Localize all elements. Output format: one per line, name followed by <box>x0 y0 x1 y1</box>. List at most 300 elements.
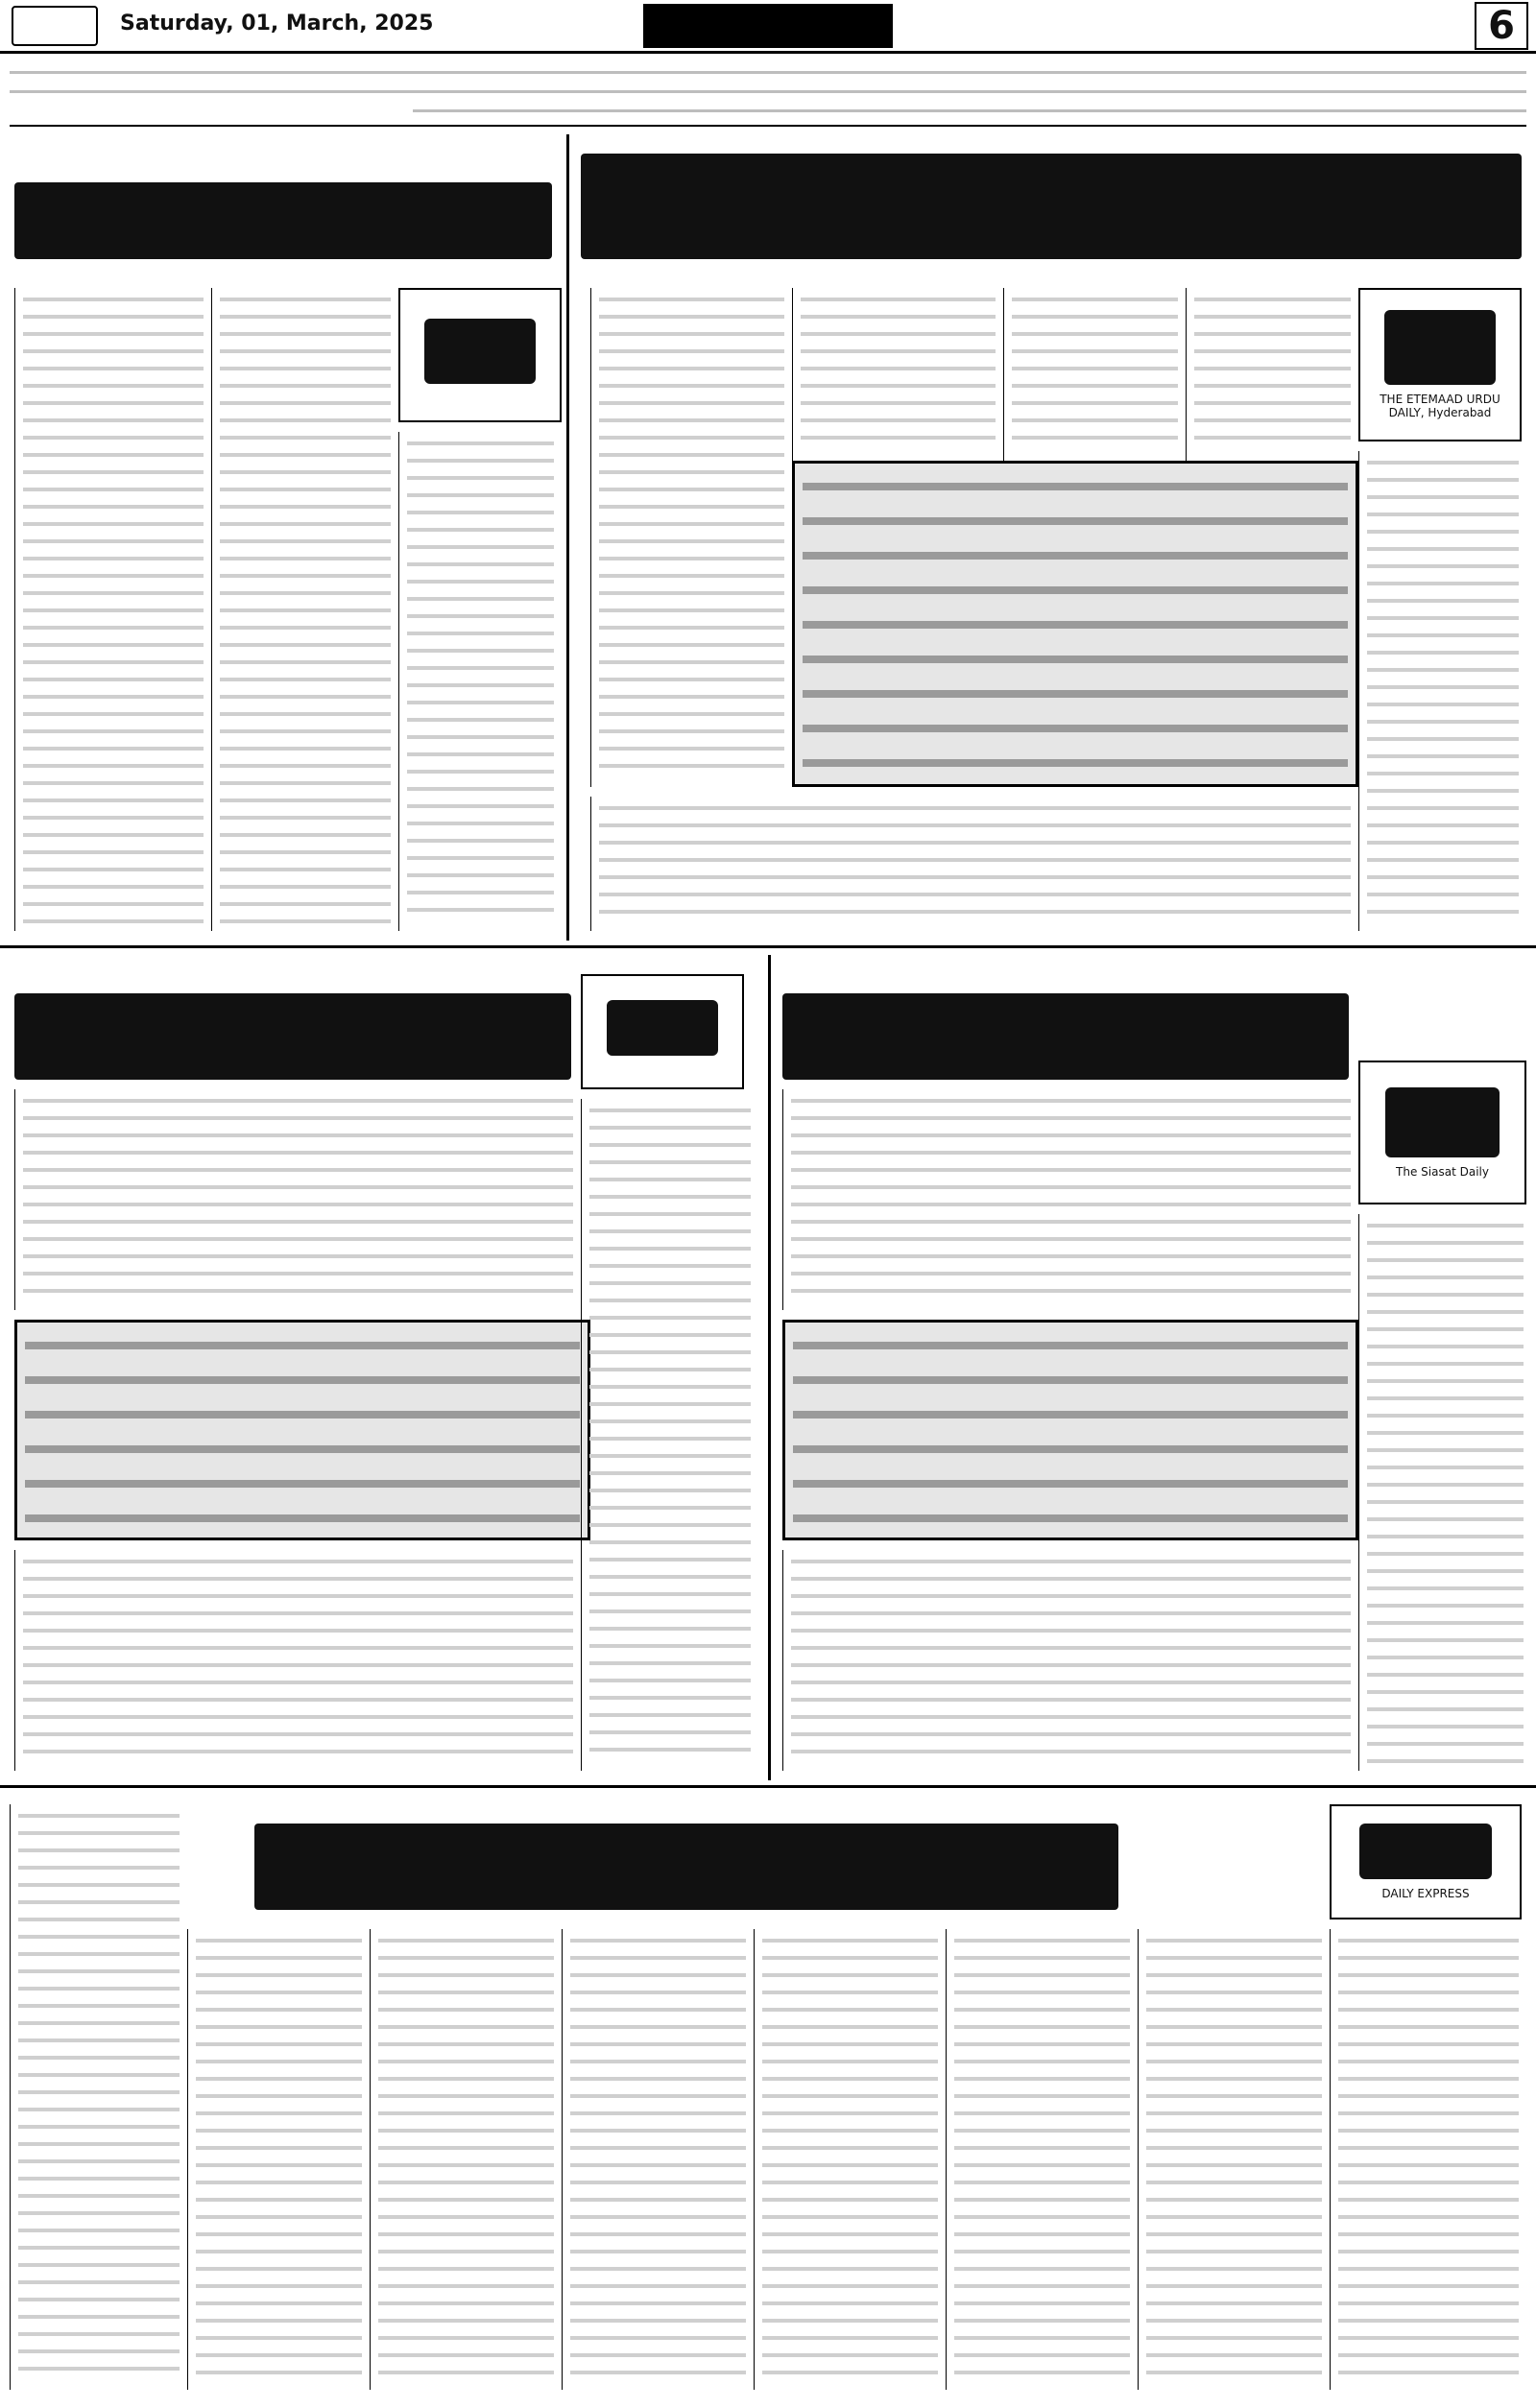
text-line-placeholder <box>589 1212 751 1216</box>
text-line-placeholder <box>762 2198 938 2202</box>
text-line-placeholder <box>599 539 784 543</box>
text-line-placeholder <box>954 2336 1130 2340</box>
text-line-placeholder <box>18 2056 180 2060</box>
text-line-placeholder <box>1146 2111 1322 2115</box>
text-line-placeholder <box>599 418 784 422</box>
text-line-placeholder <box>196 1991 362 1994</box>
text-line-placeholder <box>1012 401 1178 405</box>
text-line-placeholder <box>1367 1414 1524 1418</box>
text-line-placeholder <box>378 2198 554 2202</box>
text-line-placeholder <box>762 2215 938 2219</box>
text-line-placeholder <box>762 1956 938 1960</box>
text-line-placeholder <box>570 2198 746 2202</box>
text-line-placeholder <box>801 436 996 440</box>
text-column <box>1358 1214 1531 1771</box>
text-line-placeholder <box>18 1952 180 1956</box>
text-line-placeholder <box>220 384 391 388</box>
text-line-placeholder <box>791 1732 1351 1736</box>
text-line-placeholder <box>1338 2319 1519 2323</box>
text-line-placeholder <box>599 488 784 491</box>
text-line-placeholder <box>23 418 204 422</box>
text-line-placeholder <box>23 747 204 751</box>
text-line-placeholder <box>599 858 1351 862</box>
text-line-placeholder <box>220 868 391 871</box>
text-line-placeholder <box>791 1289 1351 1293</box>
jang-logo-icon <box>424 319 536 384</box>
text-line-placeholder <box>407 562 554 566</box>
text-line-placeholder <box>570 2232 746 2236</box>
text-line-placeholder <box>1338 2094 1519 2098</box>
text-line-placeholder <box>599 332 784 336</box>
text-line-placeholder <box>18 1969 180 1973</box>
text-line-placeholder <box>378 1991 554 1994</box>
text-line-placeholder <box>589 1437 751 1441</box>
text-line-placeholder <box>220 747 391 751</box>
text-line-placeholder <box>1338 2077 1519 2081</box>
text-line-placeholder <box>23 539 204 543</box>
text-line-placeholder <box>220 608 391 612</box>
text-line-placeholder <box>220 574 391 578</box>
text-line-placeholder <box>1367 1310 1524 1314</box>
text-line-placeholder <box>589 1540 751 1544</box>
text-line-placeholder <box>570 2336 746 2340</box>
text-line-placeholder <box>23 1646 573 1650</box>
text-line-placeholder <box>599 574 784 578</box>
text-line-placeholder <box>762 2060 938 2063</box>
text-line-placeholder <box>18 2229 180 2232</box>
text-line-placeholder <box>23 332 204 336</box>
text-line-placeholder <box>570 1991 746 1994</box>
text-line-placeholder <box>954 1939 1130 1943</box>
text-line-placeholder <box>570 2111 746 2115</box>
text-line-placeholder <box>1338 1973 1519 1977</box>
headline-5 <box>254 1824 1118 1910</box>
quote-line-placeholder <box>803 586 1348 594</box>
text-line-placeholder <box>196 2163 362 2167</box>
text-line-placeholder <box>18 2021 180 2025</box>
text-line-placeholder <box>378 2181 554 2184</box>
text-line-placeholder <box>1367 1345 1524 1348</box>
quote-line-placeholder <box>803 552 1348 560</box>
text-line-placeholder <box>1146 2319 1322 2323</box>
text-line-placeholder <box>954 2163 1130 2167</box>
source-logo-5 <box>1330 1804 1522 1919</box>
text-line-placeholder <box>1367 1742 1524 1746</box>
text-line-placeholder <box>791 1681 1351 1684</box>
text-line-placeholder <box>1338 1991 1519 1994</box>
text-line-placeholder <box>954 2181 1130 2184</box>
text-line-placeholder <box>589 1627 751 1631</box>
text-line-placeholder <box>1367 1673 1524 1677</box>
text-line-placeholder <box>220 557 391 560</box>
text-line-placeholder <box>589 1229 751 1233</box>
text-line-placeholder <box>791 1220 1351 1224</box>
text-line-placeholder <box>23 729 204 733</box>
text-line-placeholder <box>1367 651 1519 655</box>
text-line-placeholder <box>589 1264 751 1268</box>
text-line-placeholder <box>23 1133 573 1137</box>
text-line-placeholder <box>570 2181 746 2184</box>
text-line-placeholder <box>23 349 204 353</box>
headline-1 <box>581 154 1522 259</box>
text-line-placeholder <box>1146 2267 1322 2271</box>
text-line-placeholder <box>1367 1535 1524 1538</box>
text-line-placeholder <box>196 2215 362 2219</box>
text-line-placeholder <box>589 1195 751 1199</box>
text-line-placeholder <box>23 1594 573 1598</box>
text-line-placeholder <box>378 2250 554 2253</box>
column-divider <box>566 134 569 941</box>
text-line-placeholder <box>1146 2215 1322 2219</box>
text-line-placeholder <box>1367 772 1519 775</box>
text-line-placeholder <box>220 764 391 768</box>
quote-line-placeholder <box>793 1376 1348 1384</box>
text-line-placeholder <box>599 643 784 647</box>
text-line-placeholder <box>1338 2353 1519 2357</box>
text-line-placeholder <box>378 2163 554 2167</box>
text-line-placeholder <box>1367 1552 1524 1556</box>
text-line-placeholder <box>1367 1448 1524 1452</box>
text-line-placeholder <box>1367 1362 1524 1366</box>
quote-line-placeholder <box>803 517 1348 525</box>
text-line-placeholder <box>954 2301 1130 2305</box>
text-line-placeholder <box>407 856 554 860</box>
text-line-placeholder <box>220 539 391 543</box>
text-column <box>14 1089 581 1310</box>
text-line-placeholder <box>762 2284 938 2288</box>
text-line-placeholder <box>954 2077 1130 2081</box>
text-line-placeholder <box>589 1178 751 1181</box>
text-line-placeholder <box>954 2371 1130 2374</box>
text-line-placeholder <box>762 1973 938 1977</box>
text-line-placeholder <box>18 2367 180 2371</box>
text-line-placeholder <box>589 1523 751 1527</box>
text-line-placeholder <box>791 1646 1351 1650</box>
text-line-placeholder <box>1146 2042 1322 2046</box>
text-line-placeholder <box>589 1506 751 1510</box>
quote-line-placeholder <box>25 1411 580 1419</box>
text-line-placeholder <box>1338 2060 1519 2063</box>
section-tag <box>643 4 893 48</box>
text-line-placeholder <box>18 2177 180 2181</box>
quote-line-placeholder <box>803 656 1348 663</box>
text-line-placeholder <box>220 781 391 785</box>
text-line-placeholder <box>1367 1327 1524 1331</box>
text-line-placeholder <box>954 1991 1130 1994</box>
pull-quote-3 <box>782 1320 1358 1540</box>
text-line-placeholder <box>1146 2284 1322 2288</box>
text-line-placeholder <box>1146 2181 1322 2184</box>
text-line-placeholder <box>220 919 391 923</box>
etemaad-logo-icon <box>1384 310 1496 385</box>
text-line-placeholder <box>1367 893 1519 896</box>
text-line-placeholder <box>1146 1939 1322 1943</box>
text-line-placeholder <box>762 2008 938 2012</box>
text-line-placeholder <box>378 2008 554 2012</box>
text-line-placeholder <box>589 1281 751 1285</box>
text-line-placeholder <box>220 695 391 699</box>
text-line-placeholder <box>407 822 554 825</box>
text-line-placeholder <box>18 2194 180 2198</box>
text-line-placeholder <box>1194 332 1351 336</box>
editorial-block-1 <box>571 134 1531 941</box>
text-line-placeholder <box>1367 1569 1524 1573</box>
text-line-placeholder <box>1194 418 1351 422</box>
text-line-placeholder <box>1338 2129 1519 2133</box>
text-line-placeholder <box>762 2042 938 2046</box>
text-line-placeholder <box>570 2163 746 2167</box>
text-line-placeholder <box>18 2280 180 2284</box>
text-line-placeholder <box>1194 401 1351 405</box>
text-line-placeholder <box>1367 1500 1524 1504</box>
text-line-placeholder <box>1146 2008 1322 2012</box>
pull-quote-1 <box>792 461 1358 787</box>
text-column <box>1186 288 1358 461</box>
text-line-placeholder <box>407 666 554 670</box>
text-line-placeholder <box>599 823 1351 827</box>
quote-line-placeholder <box>25 1514 580 1522</box>
text-line-placeholder <box>1367 530 1519 534</box>
text-line-placeholder <box>196 2301 362 2305</box>
text-column <box>211 288 398 931</box>
quote-line-placeholder <box>793 1445 1348 1453</box>
text-line-placeholder <box>570 2319 746 2323</box>
text-line-placeholder <box>1367 754 1519 758</box>
text-line-placeholder <box>18 1831 180 1835</box>
text-line-placeholder <box>791 1203 1351 1206</box>
text-line-placeholder <box>220 470 391 474</box>
text-line-placeholder <box>1146 2025 1322 2029</box>
text-line-placeholder <box>23 1272 573 1276</box>
text-line-placeholder <box>1012 315 1178 319</box>
text-line-placeholder <box>762 2146 938 2150</box>
text-line-placeholder <box>954 2060 1130 2063</box>
text-line-placeholder <box>589 1109 751 1112</box>
text-column <box>370 1929 562 2390</box>
text-line-placeholder <box>1338 2042 1519 2046</box>
text-line-placeholder <box>196 1956 362 1960</box>
text-line-placeholder <box>589 1471 751 1475</box>
text-line-placeholder <box>762 2111 938 2115</box>
text-line-placeholder <box>23 367 204 370</box>
text-line-placeholder <box>1194 315 1351 319</box>
text-line-placeholder <box>599 626 784 630</box>
text-line-placeholder <box>1367 1517 1524 1521</box>
text-line-placeholder <box>220 298 391 301</box>
text-line-placeholder <box>1146 2146 1322 2150</box>
text-line-placeholder <box>23 557 204 560</box>
text-line-placeholder <box>23 799 204 802</box>
text-line-placeholder <box>23 1629 573 1633</box>
text-line-placeholder <box>1146 2129 1322 2133</box>
text-line-placeholder <box>378 2371 554 2374</box>
text-line-placeholder <box>1338 2025 1519 2029</box>
siasat-logo-icon <box>1385 1087 1500 1157</box>
text-line-placeholder <box>1367 461 1519 465</box>
text-line-placeholder <box>23 591 204 595</box>
text-line-placeholder <box>378 1939 554 1943</box>
source-sub-label-1: THE ETEMAAD URDU DAILY, Hyderabad <box>1380 393 1500 419</box>
text-line-placeholder <box>407 476 554 480</box>
text-line-placeholder <box>407 787 554 791</box>
text-line-placeholder <box>220 436 391 440</box>
text-line-placeholder <box>599 557 784 560</box>
headline-4 <box>14 993 571 1080</box>
source-sub-label-5: DAILY EXPRESS <box>1381 1887 1470 1900</box>
text-line-placeholder <box>23 1099 573 1103</box>
text-column <box>590 797 1358 931</box>
text-line-placeholder <box>762 2094 938 2098</box>
text-line-placeholder <box>18 1866 180 1870</box>
text-line-placeholder <box>791 1611 1351 1615</box>
text-line-placeholder <box>23 868 204 871</box>
text-line-placeholder <box>1367 1621 1524 1625</box>
text-line-placeholder <box>1146 1991 1322 1994</box>
text-line-placeholder <box>23 1715 573 1719</box>
text-line-placeholder <box>378 2111 554 2115</box>
editorial-block-2 <box>5 134 562 941</box>
text-line-placeholder <box>1367 616 1519 620</box>
text-line-placeholder <box>23 919 204 923</box>
text-line-placeholder <box>762 2077 938 2081</box>
text-line-placeholder <box>220 505 391 509</box>
text-column <box>187 1929 370 2390</box>
text-line-placeholder <box>378 2094 554 2098</box>
text-line-placeholder <box>23 626 204 630</box>
text-line-placeholder <box>196 1973 362 1977</box>
text-line-placeholder <box>570 2284 746 2288</box>
text-line-placeholder <box>407 528 554 532</box>
text-line-placeholder <box>1338 2267 1519 2271</box>
text-line-placeholder <box>220 453 391 457</box>
text-line-placeholder <box>1367 1483 1524 1487</box>
text-line-placeholder <box>18 2298 180 2301</box>
mashriq-logo-icon <box>607 1000 718 1056</box>
text-line-placeholder <box>407 632 554 635</box>
text-line-placeholder <box>589 1575 751 1579</box>
text-line-placeholder <box>196 2198 362 2202</box>
text-line-placeholder <box>18 1900 180 1904</box>
text-line-placeholder <box>220 349 391 353</box>
text-line-placeholder <box>23 678 204 681</box>
quote-line-placeholder <box>793 1342 1348 1349</box>
text-line-placeholder <box>407 441 554 445</box>
text-line-placeholder <box>589 1350 751 1354</box>
text-line-placeholder <box>954 2198 1130 2202</box>
text-line-placeholder <box>18 2315 180 2319</box>
text-line-placeholder <box>570 2042 746 2046</box>
text-line-placeholder <box>791 1698 1351 1702</box>
text-line-placeholder <box>23 816 204 820</box>
text-line-placeholder <box>1146 2250 1322 2253</box>
quote-line-placeholder <box>25 1480 580 1488</box>
text-line-placeholder <box>589 1679 751 1682</box>
text-line-placeholder <box>407 770 554 774</box>
text-line-placeholder <box>954 2111 1130 2115</box>
text-line-placeholder <box>23 764 204 768</box>
text-line-placeholder <box>589 1126 751 1130</box>
text-line-placeholder <box>791 1099 1351 1103</box>
text-line-placeholder <box>570 2371 746 2374</box>
text-line-placeholder <box>23 1577 573 1581</box>
text-line-placeholder <box>23 453 204 457</box>
text-line-placeholder <box>18 2108 180 2111</box>
text-line-placeholder <box>1367 599 1519 603</box>
text-line-placeholder <box>954 2284 1130 2288</box>
text-line-placeholder <box>1338 2301 1519 2305</box>
column-divider <box>768 955 771 1780</box>
text-line-placeholder <box>791 1629 1351 1633</box>
text-line-placeholder <box>570 1939 746 1943</box>
text-line-placeholder <box>23 1663 573 1667</box>
text-line-placeholder <box>18 2125 180 2129</box>
text-line-placeholder <box>1146 1956 1322 1960</box>
text-line-placeholder <box>1367 910 1519 914</box>
text-line-placeholder <box>954 2267 1130 2271</box>
text-line-placeholder <box>18 2073 180 2077</box>
text-line-placeholder <box>762 2319 938 2323</box>
text-line-placeholder <box>23 1151 573 1155</box>
quote-line-placeholder <box>803 759 1348 767</box>
text-line-placeholder <box>570 2301 746 2305</box>
text-line-placeholder <box>1367 1466 1524 1469</box>
text-line-placeholder <box>762 2250 938 2253</box>
text-line-placeholder <box>220 367 391 370</box>
text-line-placeholder <box>378 2284 554 2288</box>
text-line-placeholder <box>570 2215 746 2219</box>
source-sub-label-3: The Siasat Daily <box>1396 1164 1489 1179</box>
text-line-placeholder <box>1194 384 1351 388</box>
text-line-placeholder <box>1012 367 1178 370</box>
text-line-placeholder <box>599 315 784 319</box>
text-line-placeholder <box>23 1611 573 1615</box>
text-line-placeholder <box>1146 2198 1322 2202</box>
page-number: 6 <box>1475 2 1528 50</box>
text-line-placeholder <box>18 1918 180 1921</box>
text-line-placeholder <box>1367 858 1519 862</box>
text-line-placeholder <box>1146 2060 1322 2063</box>
section-divider <box>0 945 1536 948</box>
text-line-placeholder <box>599 608 784 612</box>
text-line-placeholder <box>23 522 204 526</box>
text-line-placeholder <box>954 1973 1130 1977</box>
text-line-placeholder <box>1367 789 1519 793</box>
text-line-placeholder <box>801 298 996 301</box>
text-line-placeholder <box>1367 685 1519 689</box>
text-line-placeholder <box>23 695 204 699</box>
text-line-placeholder <box>1367 1759 1524 1763</box>
text-line-placeholder <box>1338 2371 1519 2374</box>
text-line-placeholder <box>378 2060 554 2063</box>
text-line-placeholder <box>23 850 204 854</box>
text-line-placeholder <box>196 2336 362 2340</box>
text-line-placeholder <box>196 2353 362 2357</box>
headline-3 <box>782 993 1349 1080</box>
page-header <box>0 0 1536 54</box>
quote-line-placeholder <box>803 725 1348 732</box>
text-line-placeholder <box>599 747 784 751</box>
text-line-placeholder <box>1146 2336 1322 2340</box>
text-line-placeholder <box>378 2353 554 2357</box>
text-line-placeholder <box>1367 737 1519 741</box>
text-line-placeholder <box>196 2371 362 2374</box>
text-line-placeholder <box>196 2094 362 2098</box>
text-line-placeholder <box>18 2159 180 2163</box>
text-line-placeholder <box>220 418 391 422</box>
text-line-placeholder <box>23 1237 573 1241</box>
text-line-placeholder <box>1367 1241 1524 1245</box>
quote-line-placeholder <box>793 1514 1348 1522</box>
